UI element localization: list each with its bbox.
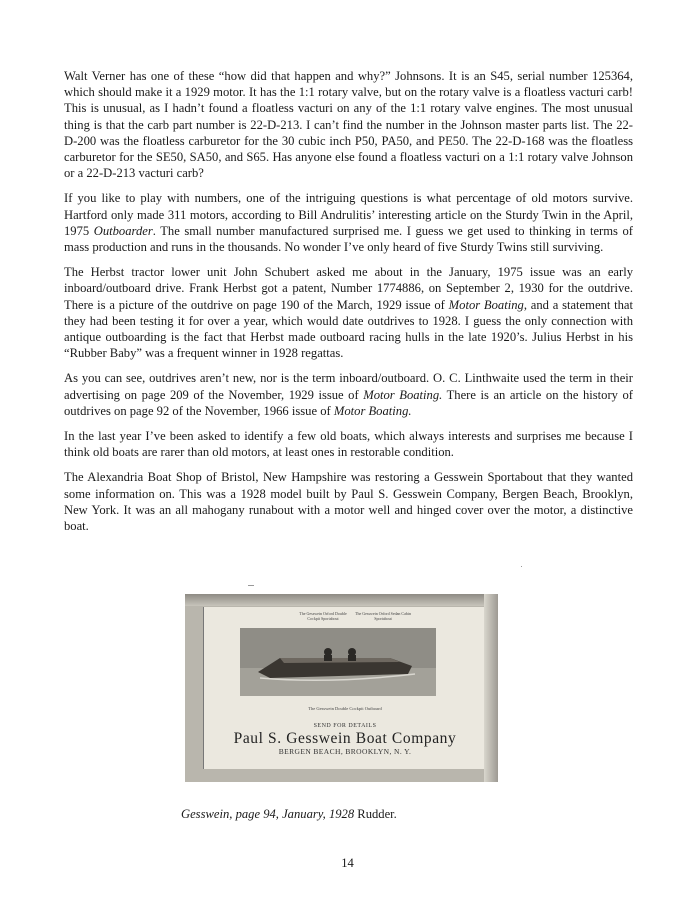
paragraph-text: If you like to play with numbers, one of the intriguing questions is what percentage of old motors survive. Hartford only made 311 motors, according to Bill Andrulitis’ interesting article on the Sturdy Twin in the April, 1975 — [64, 191, 633, 238]
italic-title: Motor Boating — [448, 297, 524, 312]
paragraph-text: . The small number manufactured surprised me. I guess we get used to thinking in terms of mass production and runs in the thousands. No wonder I’ve only heard of five Sturdy Twins still surviving. — [64, 223, 633, 255]
figure-caption — [181, 806, 397, 822]
paragraph-text: , and a statement that they had been testing it for over a year, which would date outdrives to 1928. I guess the only connection with antique outboarding is the fact that Herbst made outboard racing hulls in the late 1920’s. Julius Herbst in his “Rubber Baby” was a frequent winner in 1928 regattas. — [64, 297, 633, 361]
figure-caption-source: Gesswein, page 94, January, 1928 — [181, 807, 355, 821]
paragraph — [64, 68, 633, 181]
paragraph-text: There is an article on the history of outdrives on page 92 of the November, 1966 issue of — [64, 387, 633, 418]
ad-caption-left: The Gesswein Orford Double Cockpit Sportabout — [299, 611, 347, 621]
photo-top-edge — [185, 594, 498, 606]
ad-caption-right: The Gesswein Orford Sedan Cabin Sportabout — [355, 611, 411, 621]
paragraph-text: In the last year I’ve been asked to identify a few old boats, which always interests and surprises me because I think old boats are rarer than old motors, at least ones in restorable condition. — [64, 429, 633, 460]
boat-illustration — [240, 628, 436, 696]
advertisement-photo — [185, 594, 498, 782]
italic-title: Motor Boating. — [333, 403, 412, 418]
ad-photo-caption: The Gesswein Double Cockpit Outboard — [308, 706, 382, 711]
paragraph — [64, 428, 633, 460]
figure-caption-publication: Rudder. — [354, 807, 397, 821]
ad-send-for-details: SEND FOR DETAILS — [313, 723, 377, 729]
paragraph-text: The Alexandria Boat Shop of Bristol, New Hampshire was restoring a Gesswein Sportabout that they wanted some information on. This was a 1928 model built by Paul S. Gesswein Company, Bergen Beach, Brooklyn, New York. It was an all mahogany runabout with a motor well and hinged cover over the motor, a distinctive boat. — [64, 470, 633, 534]
italic-title: Motor Boating. — [363, 387, 443, 402]
scan-speck — [248, 585, 254, 586]
ad-address: BERGEN BEACH, BROOKLYN, N. Y. — [278, 747, 412, 756]
paragraph — [64, 469, 633, 534]
paragraph — [64, 370, 633, 419]
paragraph — [64, 190, 633, 255]
paragraph-text: Walt Verner has one of these “how did that happen and why?” Johnsons. It is an S45, serial number 125364, which should make it a 1929 motor. It has the 1:1 rotary valve, but on the rotary valve is a floatless vacturi carb! This is unusual, as I hadn’t found a floatless vacturi on any of the 1:1 rotary valve engines. The most unusual thing is that the carb part number is 22-D-213. I can’t find the number in the Johnson master parts list. The 22-D-200 was the floatless carburetor for the 30 cubic inch P50, PA50, and PE50. The 22-D-168 was the floatless carburetor for the SE50, SA50, and S65. Has anyone else found a floatless vacturi on a 1:1 rotary valve Johnson or a 22-D-213 vacturi carb? — [64, 69, 633, 181]
page-number: 14 — [341, 856, 354, 870]
italic-title: Outboarder — [93, 223, 153, 238]
paragraph-text: The Herbst tractor lower unit John Schubert asked me about in the January, 1975 issue was an early inboard/outboard drive. Frank Herbst got a patent, Number 1774886, on September 2, 1930 for the outdrive. There is a picture of the outdrive on page 190 of the March, 1929 issue of — [64, 265, 633, 312]
ad-company-name: Paul S. Gesswein Boat Company — [233, 730, 457, 747]
article-body — [64, 68, 633, 543]
boat-photo — [240, 628, 436, 696]
paragraph — [64, 264, 633, 361]
scan-speck — [521, 566, 522, 567]
paragraph-text: As you can see, outdrives aren’t new, nor is the term inboard/outboard. O. C. Linthwaite used the term in their advertising on page 209 of the November, 1929 issue of — [64, 371, 633, 402]
